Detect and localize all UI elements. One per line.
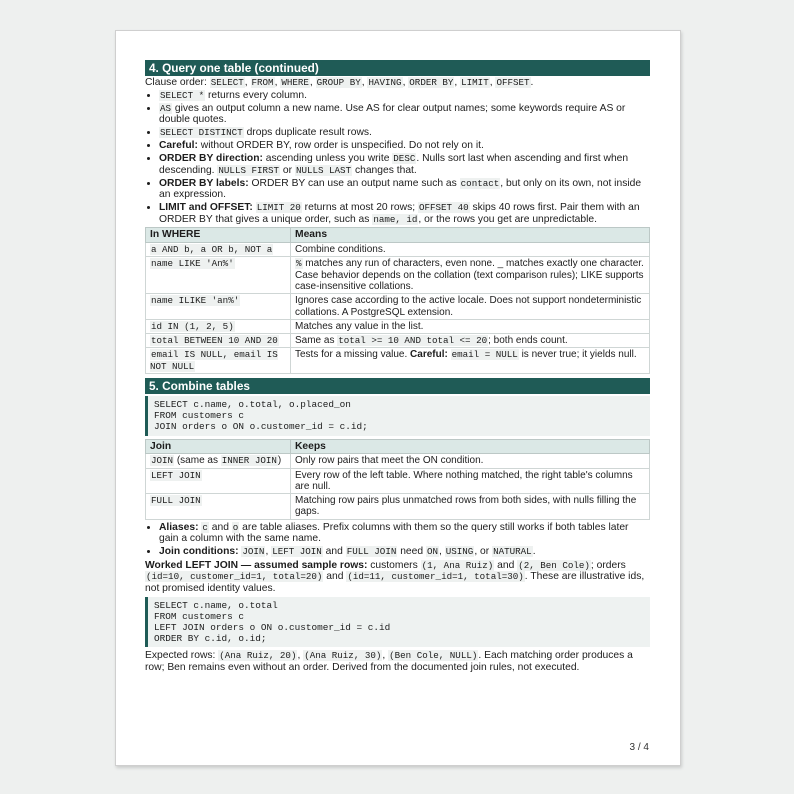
inline-code: (Ben Cole, NULL) xyxy=(389,650,478,662)
list-item xyxy=(159,90,650,102)
table-row xyxy=(146,334,650,348)
bullet-text: without ORDER BY, row order is unspecified. Do not rely on it. xyxy=(197,140,484,152)
clause: OFFSET xyxy=(496,77,530,88)
clause: ORDER BY xyxy=(409,77,454,88)
inline-code: JOIN xyxy=(242,546,265,558)
inline-code: LEFT JOIN xyxy=(272,546,322,558)
bullet-text: and xyxy=(208,521,232,533)
cell-text: Tests for a missing value. xyxy=(295,349,411,361)
cell-text: ) xyxy=(277,455,282,467)
bullet-text: , xyxy=(265,546,272,558)
cell-text: matches any run of characters, even none. _ matches exactly one character. Case behavior depends on the collation (text comparison rules); LIKE supports case-insensitive collations. xyxy=(295,258,644,292)
list-item xyxy=(159,178,650,201)
table-row xyxy=(146,348,650,374)
list-item xyxy=(159,103,650,126)
bullet-text: gives an output column a new name. Use AS for clear output names; some keywords require AS or double quotes. xyxy=(159,102,626,126)
inline-code: NULLS FIRST xyxy=(218,164,280,176)
table-row xyxy=(146,494,650,520)
inline-code: (Ana Ruiz, 20) xyxy=(219,650,297,662)
bullet-label: ORDER BY labels: xyxy=(159,177,249,189)
bullet-text: ORDER BY can use an output name such as xyxy=(248,177,460,189)
inline-code: name ILIKE 'an%' xyxy=(151,295,240,307)
table-cell xyxy=(146,494,291,520)
inline-code: % xyxy=(296,258,302,270)
bullet-text: , or the rows you get are unpredictable. xyxy=(418,213,598,225)
bullet-label: Aliases: xyxy=(159,521,199,533)
inline-code: email IS NULL, email IS NOT NULL xyxy=(150,349,278,372)
inline-code: total BETWEEN 10 AND 20 xyxy=(151,335,278,347)
table-cell: Matches any value in the list. xyxy=(291,319,650,333)
table-row xyxy=(146,257,650,294)
bullet-text: skips 40 rows first. Pair them with an ORDER BY that gives a unique order, such as xyxy=(159,202,640,225)
inline-code: FULL JOIN xyxy=(346,546,397,558)
paragraph-text: . Each matching order produces a row; Ben remains even without an order. Derived from the documented join rules, not executed. xyxy=(145,650,633,674)
inline-code: SELECT DISTINCT xyxy=(160,127,243,139)
code-block: SELECT c.name, o.total, o.placed_on FROM customers c JOIN orders o ON o.customer_id = c.id; xyxy=(145,396,650,436)
table-header-row xyxy=(146,228,650,243)
list-item xyxy=(159,140,650,152)
column-header: Keeps xyxy=(291,439,650,454)
inline-code: OFFSET 40 xyxy=(418,202,469,214)
inline-code: SELECT * xyxy=(160,89,205,101)
paragraph-text: , xyxy=(297,650,304,662)
table-cell xyxy=(146,454,291,468)
clause: HAVING xyxy=(368,77,402,88)
inline-code: o xyxy=(232,521,239,533)
table-cell: Combine conditions. xyxy=(291,243,650,257)
document-page xyxy=(115,30,681,766)
inline-code: (2, Ben Cole) xyxy=(518,559,590,571)
section5-bullets xyxy=(145,522,650,558)
worked-example-paragraph xyxy=(145,560,650,595)
section4-bullets xyxy=(145,90,650,226)
table-cell: Ignores case according to the active locale. Does not support nondeterministic collations. A PostgreSQL extension. xyxy=(291,294,650,320)
cell-text: (same as xyxy=(174,455,221,467)
clause-order-line: Clause order: SELECT, FROM, WHERE, GROUP BY, HAVING, ORDER BY, LIMIT, OFFSET. xyxy=(145,77,534,88)
section-heading: 5. Combine tables xyxy=(145,378,650,394)
paragraph-text: Expected rows: xyxy=(145,650,219,662)
clause: FROM xyxy=(251,77,274,88)
inline-code: id IN (1, 2, 5) xyxy=(151,320,234,332)
bullet-label: Join conditions: xyxy=(159,546,239,558)
inline-code: total >= 10 AND total <= 20 xyxy=(338,335,488,347)
table-cell: Only row pairs that meet the ON condition. xyxy=(291,454,650,468)
inline-code: (id=11, customer_id=1, total=30) xyxy=(347,571,524,583)
inline-code: ON xyxy=(426,546,439,558)
table-cell xyxy=(146,294,291,320)
bullet-text: changes that. xyxy=(352,164,417,176)
inline-code: name LIKE 'An%' xyxy=(151,258,234,270)
inline-code: DESC xyxy=(393,153,416,165)
table-cell xyxy=(291,334,650,348)
cell-text: is never true; it yields null. xyxy=(518,349,637,361)
bullet-text: . Nulls sort last when ascending and first when descending. xyxy=(159,153,629,176)
bullet-label: LIMIT and OFFSET: xyxy=(159,202,253,214)
join-types-table xyxy=(145,439,650,520)
inline-code: NATURAL xyxy=(493,546,532,558)
where-operators-table xyxy=(145,227,650,374)
paragraph-text: and xyxy=(494,559,518,571)
table-cell xyxy=(146,468,291,494)
list-item xyxy=(159,202,650,225)
column-header: Join xyxy=(146,439,291,454)
table-cell xyxy=(146,319,291,333)
table-cell xyxy=(291,257,650,294)
section-heading: 4. Query one table (continued) xyxy=(145,60,650,76)
inline-code: NULLS LAST xyxy=(295,164,352,176)
table-row xyxy=(146,319,650,333)
paragraph-text: ; orders xyxy=(590,559,626,571)
cell-text: ; both ends count. xyxy=(488,335,568,347)
list-item xyxy=(159,522,650,545)
table-cell: Every row of the left table. Where nothing matched, the right table's columns are null. xyxy=(291,468,650,494)
table-cell xyxy=(146,334,291,348)
inline-code: (id=10, customer_id=1, total=20) xyxy=(146,571,323,583)
code-block: SELECT c.name, o.total FROM customers c LEFT JOIN orders o ON o.customer_id = c.id ORDER BY c.id, o.id; xyxy=(145,597,650,648)
clause: GROUP BY xyxy=(316,77,361,88)
clause: WHERE xyxy=(281,77,309,88)
inline-code: LEFT JOIN xyxy=(151,469,201,481)
page-number: 3 / 4 xyxy=(629,742,649,753)
cell-text: Same as xyxy=(295,335,338,347)
bullet-text: . xyxy=(532,546,536,558)
table-cell xyxy=(146,243,291,257)
bullet-text: , but only on its own, not inside an expression. xyxy=(159,177,642,201)
inline-code: JOIN xyxy=(151,455,174,467)
column-header: Means xyxy=(291,228,650,243)
inline-code: AS xyxy=(160,102,172,114)
column-header: In WHERE xyxy=(146,228,291,243)
inline-code: email = NULL xyxy=(451,349,518,361)
inline-code: c xyxy=(202,521,208,533)
inline-code: FULL JOIN xyxy=(151,495,201,507)
inline-code: a AND b, a OR b, NOT a xyxy=(151,244,273,256)
expected-rows-paragraph xyxy=(145,650,650,673)
clause-order-label: Clause order: xyxy=(145,77,210,88)
table-header-row xyxy=(146,439,650,454)
table-cell xyxy=(291,348,650,374)
inline-code: INNER JOIN xyxy=(221,455,277,467)
list-item xyxy=(159,153,650,176)
bullet-label: ORDER BY direction: xyxy=(159,153,263,165)
bullet-text: , xyxy=(439,546,445,558)
table-row xyxy=(146,294,650,320)
list-item xyxy=(159,546,650,558)
table-cell: Matching row pairs plus unmatched rows from both sides, with nulls filling the gaps. xyxy=(291,494,650,520)
clause: SELECT xyxy=(210,77,244,88)
paragraph-text: . These are illustrative ids, not promised identity values. xyxy=(145,571,645,595)
table-cell xyxy=(146,257,291,294)
bullet-text: , or xyxy=(474,546,493,558)
paragraph-text: customers xyxy=(367,559,421,571)
inline-code: name, id xyxy=(373,213,418,225)
inline-code: USING xyxy=(445,546,474,558)
bullet-text: returns at most 20 rows; xyxy=(301,202,418,214)
bullet-text: need xyxy=(397,546,426,558)
table-row xyxy=(146,454,650,468)
bullet-text: are table aliases. Prefix columns with them so the query still works if both tables later gain a column with the same name. xyxy=(159,521,629,545)
inline-code: (1, Ana Ruiz) xyxy=(421,559,494,571)
clause: LIMIT xyxy=(461,77,489,88)
paragraph-text: , xyxy=(382,650,389,662)
paragraph-text: and xyxy=(323,571,347,583)
bullet-text: and xyxy=(322,546,346,558)
bullet-text: ascending unless you write xyxy=(262,153,393,165)
bullet-text: or xyxy=(280,164,295,176)
paragraph-label: Worked LEFT JOIN — assumed sample rows: xyxy=(145,559,368,571)
bullet-text: returns every column. xyxy=(205,89,307,101)
inline-code: contact xyxy=(460,177,500,189)
bullet-text: drops duplicate result rows. xyxy=(243,127,372,139)
list-item xyxy=(159,127,650,139)
bullet-label: Careful: xyxy=(159,140,198,152)
inline-code: LIMIT 20 xyxy=(256,202,301,214)
inline-code: (Ana Ruiz, 30) xyxy=(304,650,382,662)
page-content xyxy=(145,60,650,675)
table-cell xyxy=(146,348,291,374)
cell-label: Careful: xyxy=(410,349,448,361)
table-row xyxy=(146,468,650,494)
table-row xyxy=(146,243,650,257)
